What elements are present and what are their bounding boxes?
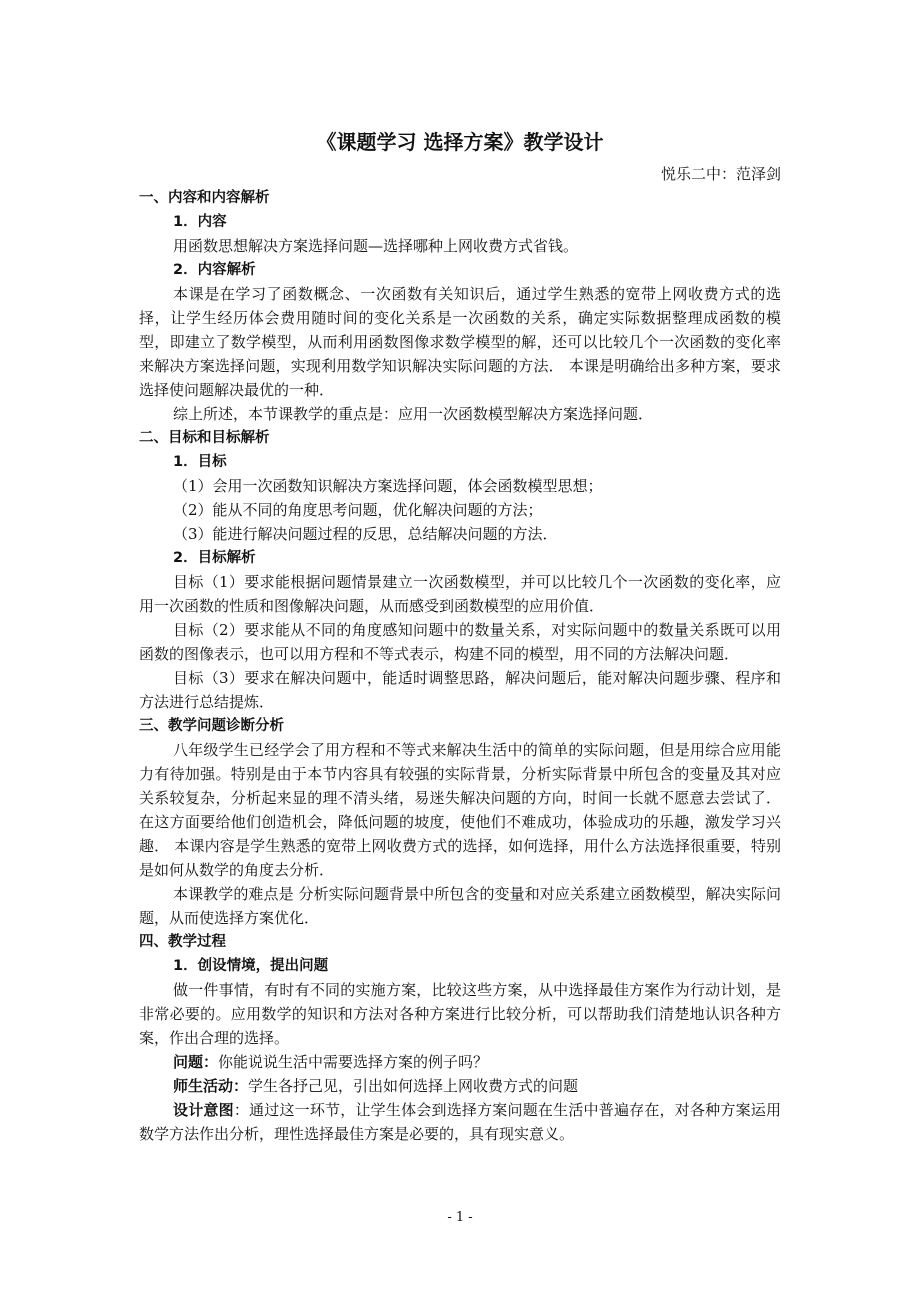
subheading-scenario: 1．创设情境，提出问题: [173, 958, 329, 974]
question-text: 你能说说生活中需要选择方案的例子吗？: [218, 1053, 489, 1071]
paragraph-diagnosis-1: 八年级学生已经学会了用方程和不等式来解决生活中的简单的实际问题，但是用综合应用能力有待加强。特别是由于本节内容具有较强的实际背景，分析实际背景中所包含的变量及其对应关系较复杂，分析起来显的理不清头绪，易迷失解决问题的方向，时间一长就不愿意去尝试了．在这方面要给他们创造机会，降低问题的坡度，使他们不难成功，体验成功的乐趣，激发学习兴趣． 本课内容是学生熟悉的宽带上网收费方式的选择，如何选择，用什么方法选择很重要，特别是如何从数学的角度去分析．: [139, 741, 781, 879]
goal-item-2: （2）能从不同的角度思考问题，优化解决问题的方法；: [173, 501, 543, 519]
paragraph-content: 用函数思想解决方案选择问题—选择哪种上网收费方式省钱。: [173, 237, 579, 255]
question-line: [139, 1050, 781, 1074]
section-heading-1: 一、内容和内容解析: [139, 190, 270, 206]
page-number: - 1 -: [447, 1210, 473, 1225]
section-heading-2: 二、目标和目标解析: [139, 430, 270, 446]
document-body: [139, 128, 781, 1146]
goal-item-3: （3）能进行解决问题过程的反思，总结解决问题的方法．: [173, 525, 558, 543]
author-line: 悦乐二中：范泽剑: [660, 165, 781, 183]
goal-item-1: （1）会用一次函数知识解决方案选择问题，体会函数模型思想；: [173, 477, 603, 495]
activity-line: [139, 1074, 781, 1098]
subheading-content: 1．内容: [173, 214, 227, 230]
design-intent-text: ：通过这一环节，让学生体会到选择方案问题在生活中普遍存在，对各种方案运用数学方法作出分析，理性选择最佳方案是必要的，具有现实意义。: [139, 1101, 781, 1143]
subheading-content-analysis: 2．内容解析: [173, 262, 256, 278]
paragraph-goal-analysis-2: 目标（2）要求能从不同的角度感知问题中的数量关系，对实际问题中的数量关系既可以用函数的图像表示，也可以用方程和不等式表示，构建不同的模型，用不同的方法解决问题．: [139, 621, 781, 663]
subheading-goal-analysis: 2．目标解析: [173, 550, 256, 566]
subheading-goals: 1．目标: [173, 454, 227, 470]
section-heading-4: 四、教学过程: [139, 934, 226, 950]
paragraph-content-analysis: 本课是在学习了函数概念、一次函数有关知识后，通过学生熟悉的宽带上网收费方式的选择，让学生经历体会费用随时间的变化关系是一次函数的关系，确定实际数据整理成函数的模型，即建立了数学模型，从而利用函数图像求数学模型的解，还可以比较几个一次函数的变化率来解决方案选择问题，实现利用数学知识解决实际问题的方法． 本课是明确给出多种方案，要求选择使问题解决最优的一种．: [139, 285, 781, 399]
activity-text: 学生各抒己见，引出如何选择上网收费方式的问题: [248, 1077, 579, 1095]
activity-label: 师生活动：: [173, 1077, 249, 1095]
paragraph-key-point: 综上所述，本节课教学的重点是：应用一次函数模型解决方案选择问题．: [173, 405, 654, 423]
section-heading-3: 三、教学问题诊断分析: [139, 718, 284, 734]
question-label: 问题：: [173, 1053, 219, 1071]
paragraph-diagnosis-2: 本课教学的难点是 分析实际问题背景中所包含的变量和对应关系建立函数模型，解决实际问题，从而使选择方案优化．: [139, 885, 781, 927]
design-intent-line: [139, 1098, 781, 1146]
paragraph-goal-analysis-1: 目标（1）要求能根据问题情景建立一次函数模型，并可以比较几个一次函数的变化率，应用一次函数的性质和图像解决问题，从而感受到函数模型的应用价值．: [139, 573, 781, 615]
paragraph-goal-analysis-3: 目标（3）要求在解决问题中，能适时调整思路，解决问题后，能对解决问题步骤、程序和方法进行总结提炼．: [139, 669, 781, 711]
design-intent-label: 设计意图: [173, 1101, 234, 1119]
page-title: 《课题学习 选择方案》教学设计: [316, 130, 604, 154]
paragraph-scenario: 做一件事情，有时有不同的实施方案，比较这些方案，从中选择最佳方案作为行动计划，是非常必要的。应用数学的知识和方法对各种方案进行比较分析，可以帮助我们清楚地认识各种方案，作出合理的选择。: [139, 981, 781, 1047]
